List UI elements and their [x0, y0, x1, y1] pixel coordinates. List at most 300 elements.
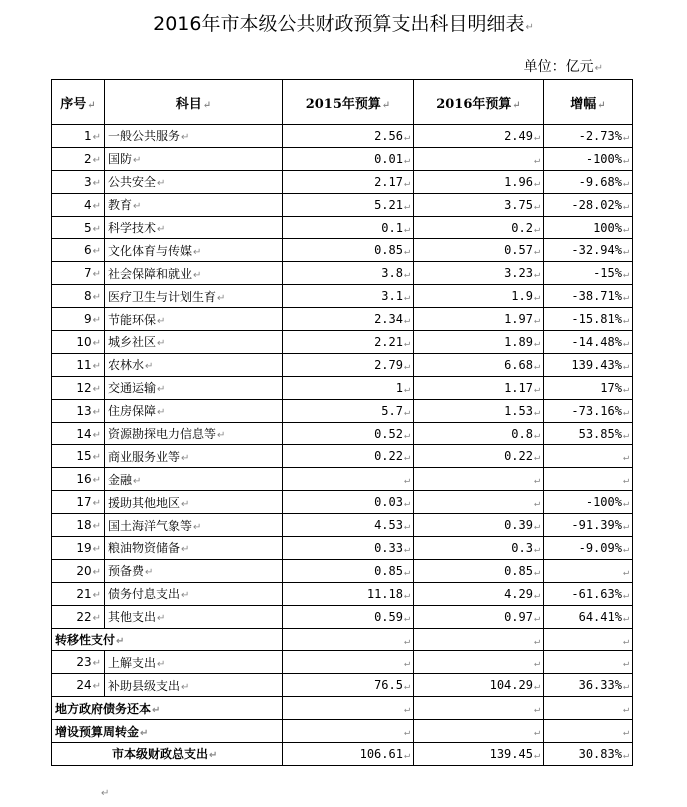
change-value — [544, 125, 633, 148]
row-subject-text: 城乡社区 — [108, 335, 157, 350]
row-index-text: 16 — [76, 472, 92, 487]
budget-2016-value — [414, 537, 544, 560]
budget-2015-value — [283, 308, 414, 331]
paragraph-mark-icon: ↵ — [133, 475, 142, 487]
budget-2016-value-text: 0.2 — [511, 220, 533, 235]
budget-2016-value-text: 1.96 — [504, 174, 533, 189]
paragraph-mark-icon: ↵ — [533, 727, 540, 739]
budget-2016-value-text: 139.45 — [489, 746, 533, 761]
row-subject — [105, 399, 283, 422]
budget-2016-value-text: 104.29 — [489, 678, 533, 693]
table-row — [52, 651, 633, 674]
paragraph-mark-icon: ↵ — [403, 612, 410, 624]
row-subject-text: 科学技术 — [108, 221, 157, 235]
paragraph-mark-icon: ↵ — [92, 612, 101, 624]
paragraph-mark-icon: ↵ — [622, 383, 629, 395]
budget-2015-value-text: 2.79 — [374, 357, 403, 372]
change-value — [544, 651, 633, 674]
row-index-text: 1 — [83, 128, 92, 143]
row-subject-text: 公共安全 — [108, 175, 157, 190]
change-value — [544, 285, 633, 308]
row-index — [52, 239, 105, 262]
paragraph-mark-icon: ↵ — [403, 337, 410, 349]
change-value — [544, 697, 633, 720]
budget-2016-value — [414, 193, 544, 216]
section-label — [52, 697, 283, 720]
paragraph-mark-icon: ↵ — [92, 223, 101, 235]
row-subject-text: 上解支出 — [108, 655, 157, 670]
row-subject-text: 住房保障 — [108, 404, 157, 419]
change-value-text: -61.63% — [571, 586, 622, 601]
paragraph-mark-icon: ↵ — [92, 521, 101, 533]
row-index-text: 24 — [76, 678, 92, 693]
paragraph-mark-icon: ↵ — [181, 681, 190, 693]
table-row — [52, 514, 633, 537]
paragraph-mark-icon: ↵ — [152, 704, 161, 716]
budget-2015-value — [283, 445, 414, 468]
change-value — [544, 193, 633, 216]
paragraph-mark-icon: ↵ — [92, 246, 101, 258]
row-index-text: 14 — [76, 426, 92, 441]
paragraph-mark-icon: ↵ — [533, 406, 540, 418]
table-row — [52, 720, 633, 743]
paragraph-mark-icon: ↵ — [622, 566, 629, 578]
row-index-text: 23 — [76, 655, 92, 670]
row-subject — [105, 239, 283, 262]
row-index — [52, 331, 105, 354]
change-value — [544, 491, 633, 514]
paragraph-mark-icon: ↵ — [157, 613, 166, 625]
change-value-text: -15.81% — [571, 312, 622, 327]
budget-2016-value — [414, 697, 544, 720]
paragraph-mark-icon: ↵ — [403, 292, 410, 304]
row-subject-text: 粮油物资储备 — [108, 541, 181, 556]
change-value — [544, 147, 633, 170]
budget-2015-value — [283, 376, 414, 399]
paragraph-mark-icon: ↵ — [181, 590, 190, 602]
budget-2016-value-text: 1.9 — [511, 289, 533, 304]
change-value-text: -2.73% — [578, 128, 622, 143]
paragraph-mark-icon: ↵ — [403, 498, 410, 510]
budget-2015-value — [283, 720, 414, 743]
row-index-text: 22 — [76, 609, 92, 624]
row-index-text: 17 — [76, 495, 92, 510]
paragraph-mark-icon: ↵ — [622, 269, 629, 281]
paragraph-mark-icon: ↵ — [403, 635, 410, 647]
row-index — [52, 491, 105, 514]
row-subject-text: 交通运输 — [108, 381, 157, 396]
row-subject — [105, 491, 283, 514]
budget-2015-value-text: 0.33 — [374, 540, 403, 555]
paragraph-mark-icon: ↵ — [533, 749, 540, 761]
paragraph-mark-icon: ↵ — [525, 22, 534, 33]
row-subject — [105, 216, 283, 239]
header-change: 增幅↵ — [544, 80, 633, 125]
table-row — [52, 262, 633, 285]
row-index-text: 7 — [83, 266, 92, 281]
row-index-text: 3 — [83, 174, 92, 189]
row-subject-text: 资源勘探电力信息等 — [108, 427, 217, 442]
change-value — [544, 353, 633, 376]
row-subject-text: 节能环保 — [108, 312, 157, 327]
row-index — [52, 559, 105, 582]
row-subject — [105, 582, 283, 605]
paragraph-mark-icon: ↵ — [533, 566, 540, 578]
row-subject — [105, 422, 283, 445]
budget-2016-value — [414, 125, 544, 148]
change-value — [544, 376, 633, 399]
row-subject — [105, 262, 283, 285]
paragraph-mark-icon: ↵ — [92, 452, 101, 464]
paragraph-mark-icon: ↵ — [622, 360, 629, 372]
budget-2016-value-text: 1.53 — [504, 403, 533, 418]
paragraph-mark-icon: ↵ — [622, 704, 629, 716]
table-body — [52, 125, 633, 766]
paragraph-mark-icon: ↵ — [533, 177, 540, 189]
paragraph-mark-icon: ↵ — [533, 360, 540, 372]
row-index — [52, 285, 105, 308]
budget-2016-value — [414, 559, 544, 582]
paragraph-mark-icon: ↵ — [193, 269, 202, 281]
budget-2015-value — [283, 559, 414, 582]
paragraph-mark-icon: ↵ — [157, 224, 166, 235]
change-value — [544, 468, 633, 491]
paragraph-mark-icon: ↵ — [92, 131, 101, 143]
budget-2015-value — [283, 697, 414, 720]
row-index-text: 2 — [83, 151, 92, 166]
budget-2016-value — [414, 628, 544, 651]
paragraph-mark-icon: ↵ — [533, 452, 540, 464]
budget-2016-value-text: 1.89 — [504, 334, 533, 349]
budget-2016-value — [414, 216, 544, 239]
change-value-text: -100% — [585, 151, 622, 166]
change-value — [544, 399, 633, 422]
paragraph-mark-icon: ↵ — [622, 543, 629, 555]
change-value — [544, 331, 633, 354]
budget-2016-value-text: 0.57 — [504, 243, 533, 258]
header-budget-2016: 2016年预算↵ — [414, 80, 544, 125]
paragraph-mark-icon: ↵ — [533, 292, 540, 304]
row-subject — [105, 376, 283, 399]
paragraph-mark-icon: ↵ — [622, 246, 629, 258]
budget-2015-value-text: 0.22 — [374, 449, 403, 464]
budget-2016-value — [414, 491, 544, 514]
row-index — [52, 125, 105, 148]
paragraph-mark-icon: ↵ — [403, 521, 410, 533]
row-index — [52, 147, 105, 170]
paragraph-mark-icon: ↵ — [403, 154, 410, 166]
budget-2016-value — [414, 239, 544, 262]
budget-2016-value — [414, 468, 544, 491]
change-value-text: 17% — [600, 380, 622, 395]
paragraph-mark-icon: ↵ — [533, 498, 540, 510]
change-value — [544, 537, 633, 560]
table-row — [52, 468, 633, 491]
budget-2015-value — [283, 582, 414, 605]
budget-2016-value — [414, 445, 544, 468]
row-subject-text: 国土海洋气象等 — [108, 518, 193, 533]
section-label-text: 地方政府债务还本 — [55, 701, 152, 716]
row-index-text: 8 — [83, 289, 92, 304]
row-index — [52, 537, 105, 560]
row-subject — [105, 331, 283, 354]
budget-2015-value-text: 0.52 — [374, 426, 403, 441]
section-label-text: 转移性支付 — [55, 633, 116, 648]
change-value — [544, 582, 633, 605]
row-subject-text: 金融 — [108, 472, 133, 487]
paragraph-mark-icon: ↵ — [92, 589, 101, 601]
paragraph-mark-icon: ↵ — [133, 201, 142, 213]
paragraph-mark-icon: ↵ — [92, 498, 101, 510]
paragraph-mark-icon: ↵ — [181, 544, 190, 556]
paragraph-mark-icon: ↵ — [622, 154, 629, 166]
change-value-text: -9.09% — [578, 540, 622, 555]
paragraph-mark-icon: ↵ — [403, 475, 410, 487]
budget-2015-value-text: 76.5 — [374, 678, 403, 693]
change-value — [544, 216, 633, 239]
change-value-text: -28.02% — [571, 197, 622, 212]
header-budget-2015: 2015年预算↵ — [283, 80, 414, 125]
change-value-text: 36.33% — [578, 678, 622, 693]
budget-2015-value-text: 2.17 — [374, 174, 403, 189]
budget-2015-value-text: 1 — [395, 380, 403, 395]
paragraph-mark-icon: ↵ — [193, 246, 202, 258]
budget-2016-value-text: 0.97 — [504, 609, 533, 624]
row-subject-text: 国防 — [108, 152, 133, 167]
table-row — [52, 445, 633, 468]
paragraph-mark-icon: ↵ — [403, 727, 410, 739]
budget-2016-value — [414, 399, 544, 422]
paragraph-mark-icon: ↵ — [533, 200, 540, 212]
row-subject-text: 文化体育与传媒 — [108, 243, 193, 258]
paragraph-mark-icon: ↵ — [622, 200, 629, 212]
total-label-text: 市本级财政总支出 — [112, 747, 209, 762]
paragraph-mark-icon: ↵ — [622, 223, 629, 235]
row-subject — [105, 559, 283, 582]
paragraph-mark-icon: ↵ — [217, 430, 226, 442]
row-index — [52, 674, 105, 697]
change-value — [544, 445, 633, 468]
budget-2016-value — [414, 285, 544, 308]
row-subject-text: 预备费 — [108, 564, 145, 579]
row-index — [52, 262, 105, 285]
budget-2016-value-text: 4.29 — [504, 586, 533, 601]
budget-2016-value — [414, 170, 544, 193]
row-index-text: 4 — [83, 197, 92, 212]
budget-2016-value — [414, 605, 544, 628]
paragraph-mark-icon: ↵ — [92, 315, 101, 327]
section-label — [52, 720, 283, 743]
unit-label-text: 单位：亿元 — [523, 59, 594, 75]
table-row — [52, 239, 633, 262]
paragraph-mark-icon: ↵ — [533, 681, 540, 693]
budget-2016-value-text: 2.49 — [504, 128, 533, 143]
budget-2015-value — [283, 674, 414, 697]
paragraph-mark-icon: ↵ — [594, 63, 603, 74]
change-value-text: -38.71% — [571, 289, 622, 304]
row-subject-text: 教育 — [108, 198, 133, 213]
budget-2015-value — [283, 216, 414, 239]
row-index-text: 10 — [76, 334, 92, 349]
budget-2015-value — [283, 331, 414, 354]
paragraph-mark-icon: ↵ — [193, 521, 202, 533]
table-row — [52, 147, 633, 170]
budget-2016-value — [414, 743, 544, 766]
paragraph-mark-icon: ↵ — [92, 360, 101, 372]
change-value — [544, 422, 633, 445]
budget-2015-value — [283, 605, 414, 628]
table-row — [52, 582, 633, 605]
paragraph-mark-icon: ↵ — [622, 337, 629, 349]
budget-2016-value — [414, 353, 544, 376]
paragraph-mark-icon: ↵ — [157, 658, 166, 670]
change-value-text: 139.43% — [571, 357, 622, 372]
section-label-text: 增设预算周转金 — [55, 724, 140, 739]
table-row — [52, 399, 633, 422]
row-subject — [105, 605, 283, 628]
budget-2016-value — [414, 376, 544, 399]
paragraph-mark-icon: ↵ — [403, 452, 410, 464]
row-subject-text: 农林水 — [108, 358, 145, 373]
budget-2016-value — [414, 147, 544, 170]
row-subject — [105, 170, 283, 193]
paragraph-mark-icon: ↵ — [622, 498, 629, 510]
paragraph-mark-icon: ↵ — [403, 177, 410, 189]
row-subject-text: 医疗卫生与计划生育 — [108, 289, 217, 304]
total-label — [52, 743, 283, 766]
budget-2015-value — [283, 147, 414, 170]
change-value-text: -73.16% — [571, 403, 622, 418]
row-subject — [105, 193, 283, 216]
paragraph-mark-icon: ↵ — [403, 749, 410, 761]
paragraph-mark-icon: ↵ — [533, 337, 540, 349]
paragraph-mark-icon: ↵ — [92, 429, 101, 441]
paragraph-mark-icon: ↵ — [622, 681, 629, 693]
paragraph-mark-icon: ↵ — [533, 589, 540, 601]
header-subject: 科目↵ — [105, 80, 283, 125]
paragraph-mark-icon: ↵ — [533, 658, 540, 670]
budget-2015-value-text: 5.7 — [381, 403, 403, 418]
budget-2016-value-text: 0.3 — [511, 540, 533, 555]
section-label — [52, 628, 283, 651]
paragraph-mark-icon: ↵ — [92, 406, 101, 418]
paragraph-mark-icon: ↵ — [622, 315, 629, 327]
paragraph-mark-icon: ↵ — [403, 246, 410, 258]
row-subject-text: 社会保障和就业 — [108, 266, 193, 281]
change-value-text: -32.94% — [571, 243, 622, 258]
paragraph-mark-icon: ↵ — [92, 383, 101, 395]
row-index — [52, 170, 105, 193]
row-subject — [105, 125, 283, 148]
row-subject — [105, 537, 283, 560]
row-index — [52, 216, 105, 239]
table-row — [52, 216, 633, 239]
budget-2015-value — [283, 514, 414, 537]
paragraph-mark-icon: ↵ — [533, 131, 540, 143]
budget-2015-value-text: 3.1 — [381, 289, 403, 304]
row-index — [52, 468, 105, 491]
budget-2015-value-text: 0.85 — [374, 563, 403, 578]
paragraph-mark-icon: ↵ — [403, 383, 410, 395]
paragraph-mark-icon: ↵ — [622, 429, 629, 441]
budget-2015-value — [283, 399, 414, 422]
table-row — [52, 605, 633, 628]
row-subject-text: 商业服务业等 — [108, 449, 181, 464]
paragraph-mark-icon: ↵ — [403, 566, 410, 578]
paragraph-mark-icon: ↵ — [157, 315, 166, 327]
row-index-text: 21 — [76, 586, 92, 601]
paragraph-mark-icon: ↵ — [403, 360, 410, 372]
change-value-text: -15% — [593, 266, 622, 281]
budget-2016-value — [414, 651, 544, 674]
paragraph-mark-icon: ↵ — [92, 475, 101, 487]
paragraph-mark-icon: ↵ — [92, 337, 101, 349]
row-subject — [105, 468, 283, 491]
change-value — [544, 308, 633, 331]
paragraph-mark-icon: ↵ — [92, 566, 101, 578]
paragraph-mark-icon: ↵ — [157, 407, 166, 419]
row-index-text: 12 — [76, 380, 92, 395]
row-subject — [105, 353, 283, 376]
budget-2015-value — [283, 468, 414, 491]
paragraph-mark-icon: ↵ — [622, 727, 629, 739]
budget-table — [51, 79, 633, 766]
paragraph-mark-icon: ↵ — [403, 269, 410, 281]
budget-2015-value-text: 0.85 — [374, 243, 403, 258]
table-row — [52, 491, 633, 514]
paragraph-mark-icon: ↵ — [622, 635, 629, 647]
paragraph-mark-icon: ↵ — [533, 612, 540, 624]
budget-2015-value-text: 0.1 — [381, 220, 403, 235]
paragraph-mark-icon: ↵ — [92, 269, 101, 281]
change-value-text: -91.39% — [571, 518, 622, 533]
budget-2016-value — [414, 582, 544, 605]
row-subject-text: 援助其他地区 — [108, 495, 181, 510]
unit-label — [524, 58, 603, 78]
row-index-text: 11 — [76, 357, 92, 372]
row-index-text: 15 — [76, 449, 92, 464]
change-value-text: -14.48% — [571, 334, 622, 349]
change-value-text: -100% — [585, 495, 622, 510]
table-row — [52, 559, 633, 582]
paragraph-mark-icon: ↵ — [622, 589, 629, 601]
table-row — [52, 628, 633, 651]
table-row — [52, 743, 633, 766]
change-value-text: 64.41% — [578, 609, 622, 624]
budget-2016-value — [414, 331, 544, 354]
paragraph-mark-icon: ↵ — [92, 681, 101, 693]
paragraph-mark-icon: ↵ — [622, 749, 629, 761]
paragraph-mark-icon: ↵ — [403, 223, 410, 235]
document-title — [0, 12, 687, 40]
budget-2016-value-text: 0.85 — [504, 563, 533, 578]
change-value — [544, 170, 633, 193]
table-row — [52, 170, 633, 193]
paragraph-mark-icon: ↵ — [622, 406, 629, 418]
budget-2015-value-text: 2.34 — [374, 312, 403, 327]
row-index-text: 18 — [76, 518, 92, 533]
paragraph-mark-icon: ↵ — [92, 292, 101, 304]
budget-2016-value — [414, 262, 544, 285]
budget-2016-value-text: 0.8 — [511, 426, 533, 441]
budget-2015-value-text: 106.61 — [359, 746, 403, 761]
row-subject — [105, 147, 283, 170]
row-subject — [105, 308, 283, 331]
table-row — [52, 674, 633, 697]
paragraph-mark-icon: ↵ — [533, 635, 540, 647]
row-index — [52, 582, 105, 605]
budget-2015-value-text: 2.21 — [374, 334, 403, 349]
